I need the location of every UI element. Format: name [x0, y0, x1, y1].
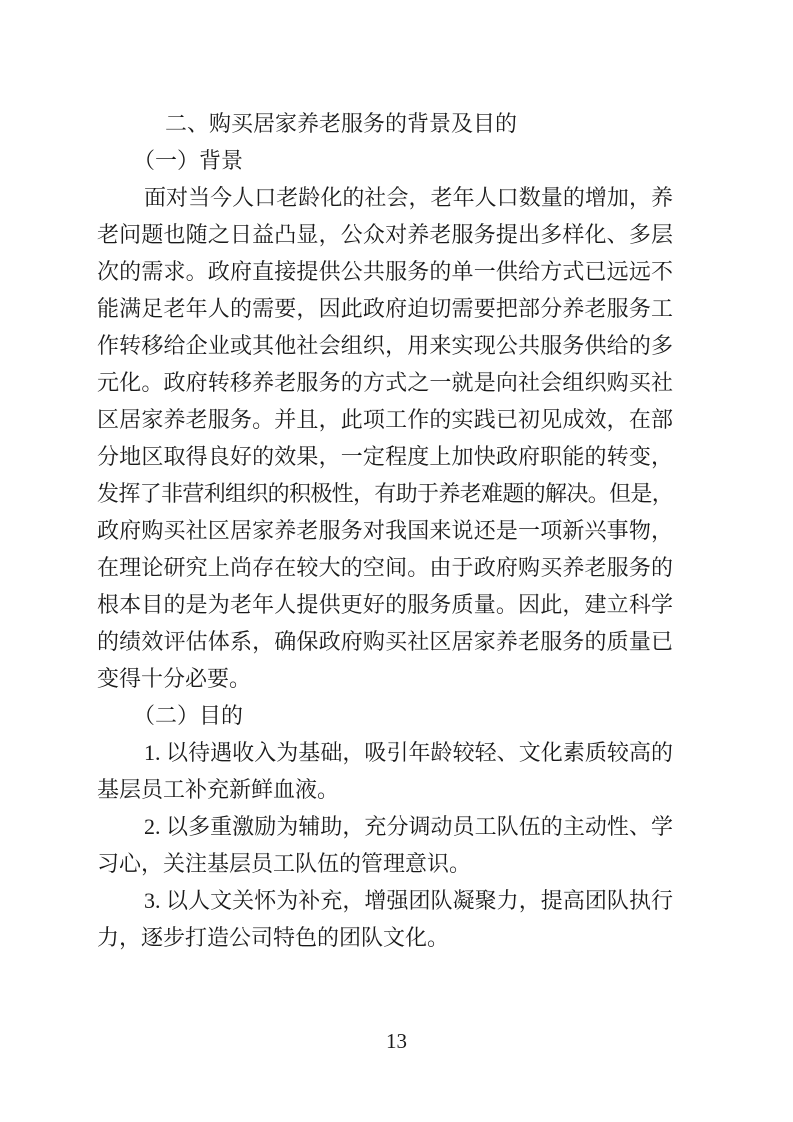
text-line: 面对当今人口老龄化的社会，老年人口数量的增加，养 — [144, 185, 673, 210]
text-line: 政府购买社区居家养老服务对我国来说还是一项新兴事物， — [97, 518, 673, 543]
text-line: 能满足老年人的需要，因此政府迫切需要把部分养老服务工 — [97, 296, 673, 321]
text-line: 根本目的是为老年人提供更好的服务质量。因此，建立科学 — [97, 592, 673, 617]
text-line: 分地区取得良好的效果，一定程度上加快政府职能的转变， — [97, 444, 673, 469]
list-item-line: 基层员工补充新鲜血液。 — [97, 777, 340, 802]
text-line: 发挥了非营利组织的积极性，有助于养老难题的解决。但是， — [97, 481, 673, 506]
list-item-line: 3. 以人文关怀为补充，增强团队凝聚力，提高团队执行 — [144, 888, 673, 913]
subsection-heading: （一）背景 — [133, 148, 244, 173]
document-body — [97, 105, 673, 956]
list-item-line: 2. 以多重激励为辅助，充分调动员工队伍的主动性、学 — [144, 814, 673, 839]
text-line: 变得十分必要。 — [97, 666, 252, 691]
list-item-line: 力，逐步打造公司特色的团队文化。 — [97, 925, 450, 950]
page-number: 13 — [386, 1029, 407, 1053]
list-item-line: 习心，关注基层员工队伍的管理意识。 — [97, 851, 472, 876]
text-line: 元化。政府转移养老服务的方式之一就是向社会组织购买社 — [97, 370, 673, 395]
text-line: 次的需求。政府直接提供公共服务的单一供给方式已远远不 — [97, 259, 673, 284]
text-line: 作转移给企业或其他社会组织，用来实现公共服务供给的多 — [97, 333, 673, 358]
subsection-heading: （二）目的 — [133, 703, 244, 728]
text-line: 的绩效评估体系，确保政府购买社区居家养老服务的质量已 — [97, 629, 673, 654]
text-line: 在理论研究上尚存在较大的空间。由于政府购买养老服务的 — [97, 555, 673, 580]
list-item-line: 1. 以待遇收入为基础，吸引年龄较轻、文化素质较高的 — [144, 740, 673, 765]
text-line: 老问题也随之日益凸显，公众对养老服务提出多样化、多层 — [97, 222, 673, 247]
text-line: 区居家养老服务。并且，此项工作的实践已初见成效，在部 — [97, 407, 673, 432]
section-heading: 二、购买居家养老服务的背景及目的 — [165, 111, 518, 136]
